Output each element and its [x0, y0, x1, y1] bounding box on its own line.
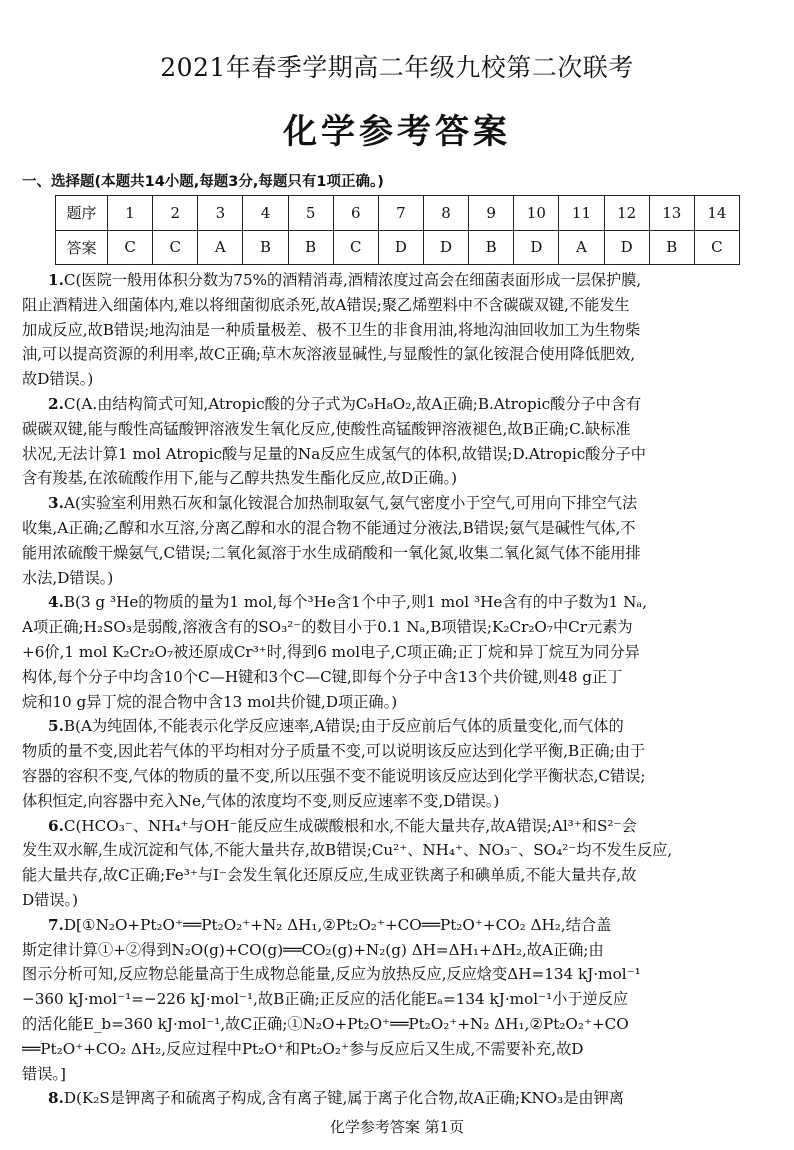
explanation-text: 含有羧基,在浓硫酸作用下,能与乙醇共热发生酯化反应,故D正确。)	[22, 469, 458, 488]
explanation-text: B(3 g ³He的物质的量为1 mol,每个³He含1个中子,则1 mol ³He含有的中子数为1 Nₐ,	[63, 593, 648, 612]
question-number-cell: 12	[604, 196, 649, 231]
explanation-text: 体积恒定,向容器中充入Ne,气体的浓度均不变,则反应速率不变,D错误。)	[22, 791, 500, 810]
explanation-text: 的活化能E_b=360 kJ·mol⁻¹,故C正确;①N₂O+Pt₂O⁺══Pt₂O₂⁺+N₂ ΔH₁,②Pt₂O₂⁺+CO	[22, 1014, 629, 1033]
answer-cell: B	[288, 230, 333, 265]
question-number: 6.	[48, 816, 64, 835]
answer-cell: D	[604, 230, 649, 265]
explanation-line	[22, 541, 776, 566]
answer-cell: C	[108, 230, 153, 265]
question-number: 1.	[48, 271, 64, 289]
explanation-text: ══Pt₂O⁺+CO₂ ΔH₂,反应过程中Pt₂O⁺和Pt₂O₂⁺参与反应后又生成,不需要补充,故D	[22, 1039, 584, 1058]
question-number-cell: 9	[469, 196, 514, 231]
explanation-text: 发生双水解,生成沉淀和气体,不能大量共存,故B错误;Cu²⁺、NH₄⁺、NO₃⁻、SO₄²⁻均不发生反应,	[22, 841, 673, 860]
explanation-text: 碳碳双键,能与酸性高锰酸钾溶液发生氧化反应,使酸性高锰酸钾溶液褪色,故B正确;C.缺标准	[22, 419, 631, 438]
explanation-line	[22, 714, 776, 739]
explanation-text: 图示分析可知,反应物总能量高于生成物总能量,反应为放热反应,反应焓变ΔH=134 kJ·mol⁻¹	[22, 965, 641, 984]
explanation-line	[22, 293, 776, 318]
explanation-text: +6价,1 mol K₂Cr₂O₇被还原成Cr³⁺时,得到6 mol电子,C项正确;正丁烷和异丁烷互为同分异	[22, 642, 640, 661]
explanation-text: 能用浓硫酸干燥氨气,C错误;二氧化氮溶于水生成硝酸和一氧化氮,收集二氧化氮气体不能用排	[22, 543, 641, 562]
explanation-text: D[①N₂O+Pt₂O⁺══Pt₂O₂⁺+N₂ ΔH₁,②Pt₂O₂⁺+CO══Pt₂O⁺+CO₂ ΔH₂,结合盖	[63, 915, 612, 934]
question-number: 3.	[48, 494, 64, 513]
explanation-line	[22, 962, 776, 987]
explanation-line	[22, 268, 776, 293]
explanation-text: 构体,每个分子中均含10个C—H键和3个C—C键,即每个分子中含13个共价键,则48 g正丁	[22, 667, 623, 686]
question-number-cell: 8	[423, 196, 468, 231]
table-row-numbers	[56, 196, 740, 231]
explanation-line	[22, 417, 776, 442]
explanation-line	[22, 442, 776, 467]
explanation-line	[22, 466, 776, 491]
answer-cell: C	[694, 230, 739, 265]
explanation-text: 阻止酒精进入细菌体内,难以将细菌彻底杀死,故A错误;聚乙烯塑料中不含碳碳双键,不能发生	[22, 295, 630, 314]
explanation-item	[22, 714, 776, 813]
question-number-cell: 4	[243, 196, 288, 231]
explanation-line	[22, 1086, 776, 1111]
table-row-answers	[56, 230, 740, 265]
explanation-line	[22, 392, 776, 417]
answer-cell: D	[423, 230, 468, 265]
exam-title: 2021年春季学期高二年级九校第二次联考	[160, 53, 634, 82]
explanation-item	[22, 1086, 776, 1111]
question-number-cell: 10	[514, 196, 559, 231]
explanation-text: 斯定律计算①+②得到N₂O(g)+CO(g)══CO₂(g)+N₂(g) ΔH=ΔH₁+ΔH₂,故A正确;由	[22, 940, 604, 959]
explanation-text: 收集,A正确;乙醇和水互溶,分离乙醇和水的混合物不能通过分液法,B错误;氨气是碱性气体,不	[22, 518, 636, 537]
row-label-answer: 答案	[56, 230, 108, 265]
explanation-line	[22, 1037, 776, 1062]
explanation-text: 物质的量不变,因此若气体的平均相对分子质量不变,可以说明该反应达到化学平衡,B正确;由于	[22, 742, 646, 761]
question-number: 2.	[48, 394, 64, 413]
explanation-line	[22, 590, 776, 615]
explanation-line	[22, 367, 776, 392]
explanations-body	[22, 268, 776, 1111]
explanation-line	[22, 789, 776, 814]
explanation-line	[22, 665, 776, 690]
explanation-line	[22, 913, 776, 938]
explanation-text: 容器的容积不变,气体的物质的量不变,所以压强不变不能说明该反应达到化学平衡状态,C错误;	[22, 766, 646, 785]
question-number: 8.	[48, 1089, 64, 1108]
answer-cell: C	[153, 230, 198, 265]
explanation-line	[22, 764, 776, 789]
answer-cell: D	[514, 230, 559, 265]
question-number-cell: 5	[288, 196, 333, 231]
question-number: 4.	[48, 593, 64, 612]
explanation-line	[22, 516, 776, 541]
explanation-item	[22, 392, 776, 491]
explanation-line	[22, 318, 776, 343]
explanation-line	[22, 1012, 776, 1037]
answer-cell: A	[198, 230, 243, 265]
explanation-line	[22, 888, 776, 913]
answer-cell: A	[559, 230, 604, 265]
question-number-cell: 3	[198, 196, 243, 231]
explanation-text: B(A为纯固体,不能表示化学反应速率,A错误;由于反应前后气体的质量变化,而气体的	[63, 717, 624, 736]
answer-cell: C	[333, 230, 378, 265]
explanation-text: 加成反应,故B错误;地沟油是一种质量极差、极不卫生的非食用油,将地沟油回收加工为生物柴	[22, 320, 641, 339]
explanation-text: 油,可以提高资源的利用率,故C正确;草木灰溶液显碱性,与显酸性的氯化铵混合使用降低肥效,	[22, 345, 636, 364]
explanation-line	[22, 1062, 776, 1087]
question-number-cell: 7	[378, 196, 423, 231]
question-number: 5.	[48, 717, 64, 736]
answer-cell: D	[378, 230, 423, 265]
explanation-line	[22, 938, 776, 963]
question-number-cell: 1	[108, 196, 153, 231]
explanation-line	[22, 491, 776, 516]
explanation-text: C(A.由结构简式可知,Atropic酸的分子式为C₉H₈O₂,故A正确;B.Atropic酸分子中含有	[63, 394, 642, 413]
question-number-cell: 14	[694, 196, 739, 231]
explanation-text: 错误。]	[22, 1064, 66, 1083]
question-number-cell: 11	[559, 196, 604, 231]
row-label-number: 题序	[56, 196, 108, 231]
explanation-item	[22, 590, 776, 714]
explanation-line	[22, 863, 776, 888]
answer-cell: B	[649, 230, 694, 265]
explanation-item	[22, 814, 776, 913]
explanation-line	[22, 615, 776, 640]
explanation-text: 状况,无法计算1 mol Atropic酸与足量的Na反应生成氢气的体积,故错误;D.Atropic酸分子中	[22, 444, 646, 463]
explanation-line	[22, 566, 776, 591]
explanation-text: 烷和10 g异丁烷的混合物中含13 mol共价键,D项正确。)	[22, 692, 398, 711]
explanation-line	[22, 814, 776, 839]
explanation-item	[22, 913, 776, 1087]
explanation-line	[22, 987, 776, 1012]
explanation-line	[22, 640, 776, 665]
explanation-line	[22, 690, 776, 715]
question-number-cell: 13	[649, 196, 694, 231]
question-number-cell: 6	[333, 196, 378, 231]
explanation-text: C(医院一般用体积分数为75%的酒精消毒,酒精浓度过高会在细菌表面形成一层保护膜,	[63, 271, 642, 289]
explanation-line	[22, 342, 776, 367]
explanation-text: D错误。)	[22, 890, 79, 909]
explanation-item	[22, 268, 776, 392]
explanation-text: A(实验室利用熟石灰和氯化铵混合加热制取氨气,氨气密度小于空气,可用向下排空气法	[63, 494, 638, 513]
page-footer: 化学参考答案 第1页	[329, 1118, 465, 1136]
explanation-line	[22, 838, 776, 863]
answer-key-table	[55, 195, 740, 265]
explanation-text: 故D错误。)	[22, 370, 94, 389]
explanation-item	[22, 491, 776, 590]
explanation-line	[22, 739, 776, 764]
explanation-text: −360 kJ·mol⁻¹=−226 kJ·mol⁻¹,故B正确;正反应的活化能Eₐ=134 kJ·mol⁻¹小于逆反应	[22, 990, 629, 1009]
question-number-cell: 2	[153, 196, 198, 231]
question-number: 7.	[48, 915, 64, 934]
explanation-text: 能大量共存,故C正确;Fe³⁺与I⁻会发生氧化还原反应,生成亚铁离子和碘单质,不能大量共存,故	[22, 866, 637, 885]
answer-cell: B	[469, 230, 514, 265]
answer-cell: B	[243, 230, 288, 265]
document-title: 化学参考答案	[283, 112, 511, 152]
section-heading: 一、选择题(本题共14小题,每题3分,每题只有1项正确。)	[22, 174, 384, 190]
explanation-text: 水法,D错误。)	[22, 568, 114, 587]
explanation-text: A项正确;H₂SO₃是弱酸,溶液含有的SO₃²⁻的数目小于0.1 Nₐ,B项错误;K₂Cr₂O₇中Cr元素为	[22, 618, 633, 637]
explanation-text: D(K₂S是钾离子和硫离子构成,含有离子键,属于离子化合物,故A正确;KNO₃是由钾离	[63, 1089, 624, 1108]
explanation-text: C(HCO₃⁻、NH₄⁺与OH⁻能反应生成碳酸根和水,不能大量共存,故A错误;Al³⁺和S²⁻会	[63, 816, 637, 835]
